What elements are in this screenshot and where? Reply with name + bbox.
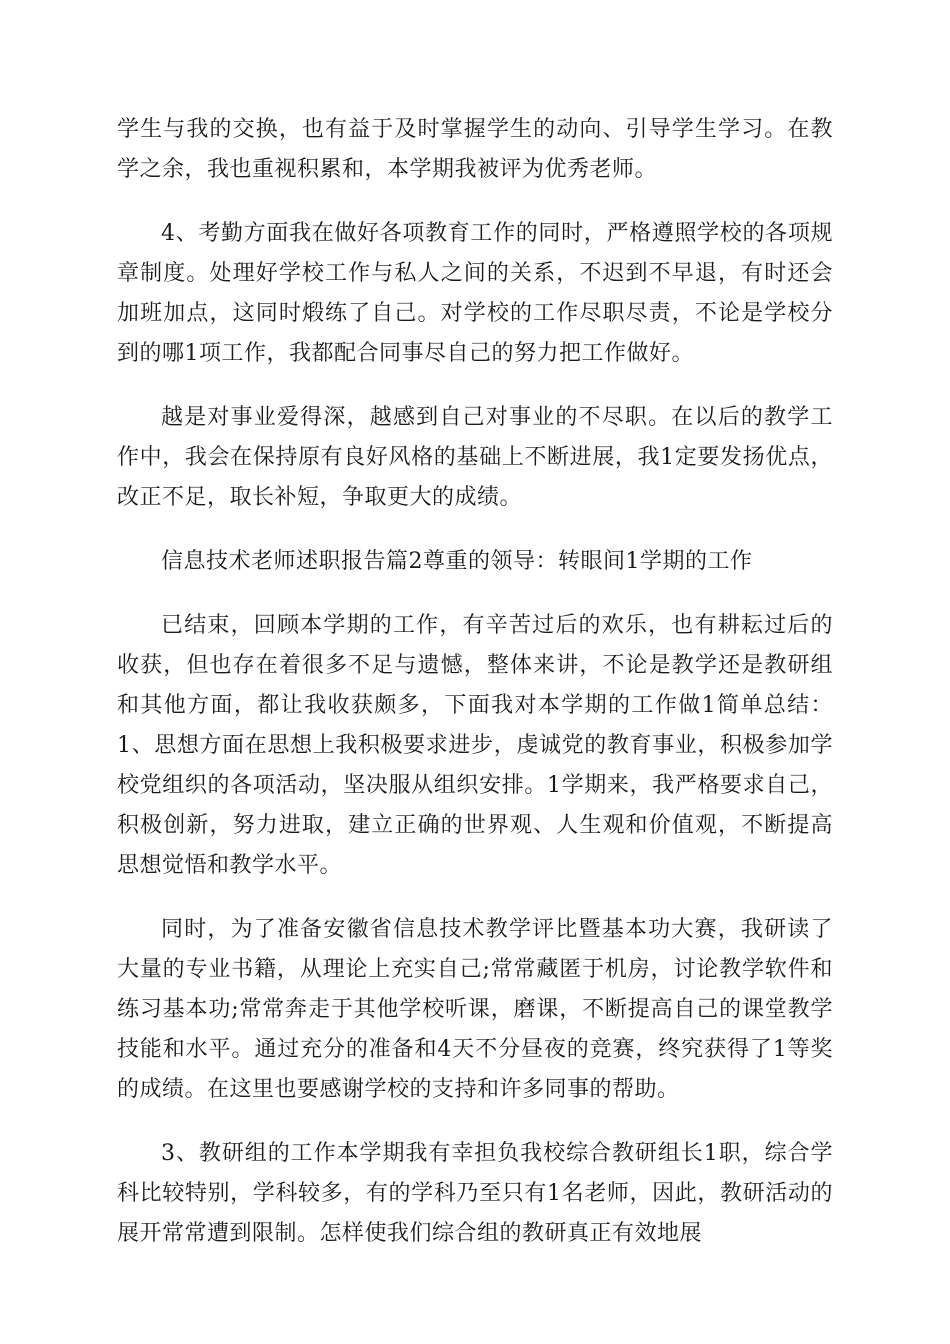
paragraph-1: 学生与我的交换，也有益于及时掌握学生的动向、引导学生学习。在教学之余，我也重视积累和，本学期我被评为优秀老师。 [117,117,833,182]
paragraph-2: 4、考勤方面我在做好各项教育工作的同时，严格遵照学校的各项规章制度。处理好学校工作与私人之间的关系，不迟到不早退，有时还会加班加点，这同时煅练了自己。对学校的工作尽职尽责，不论是学校分到的哪1项工作，我都配合同事尽自己的努力把工作做好。 [117,221,833,366]
paragraph-3: 越是对事业爱得深，越感到自己对事业的不尽职。在以后的教学工作中，我会在保持原有良好风格的基础上不断进展，我1定要发扬优点，改正不足，取长补短，争取更大的成绩。 [117,405,833,510]
document-body [117,110,833,1278]
paragraph-6: 同时，为了准备安徽省信息技术教学评比暨基本功大赛，我研读了大量的专业书籍，从理论上充实自己;常常藏匿于机房，讨论教学软件和练习基本功;常常奔走于其他学校听课，磨课，不断提高自己的课堂教学技能和水平。通过充分的准备和4天不分昼夜的竞赛，终究获得了1等奖的成绩。在这里也要感谢学校的支持和许多同事的帮助。 [117,917,833,1102]
paragraph-5: 已结束，回顾本学期的工作，有辛苦过后的欢乐，也有耕耘过后的收获，但也存在着很多不足与遗憾，整体来讲，不论是教学还是教研组和其他方面，都让我收获颇多，下面我对本学期的工作做1简单总结：1、思想方面在思想上我积极要求进步，虔诚党的教育事业，积极参加学校党组织的各项活动，坚决服从组织安排。1学期来，我严格要求自己，积极创新，努力进取，建立正确的世界观、人生观和价值观，不断提高思想觉悟和教学水平。 [117,613,833,878]
paragraph-7: 3、教研组的工作本学期我有幸担负我校综合教研组长1职，综合学科比较特别，学科较多，有的学科乃至只有1名老师，因此，教研活动的展开常常遭到限制。怎样使我们综合组的教研真正有效地展 [117,1141,833,1246]
paragraph-4: 信息技术老师述职报告篇2尊重的领导：转眼间1学期的工作 [161,549,753,574]
